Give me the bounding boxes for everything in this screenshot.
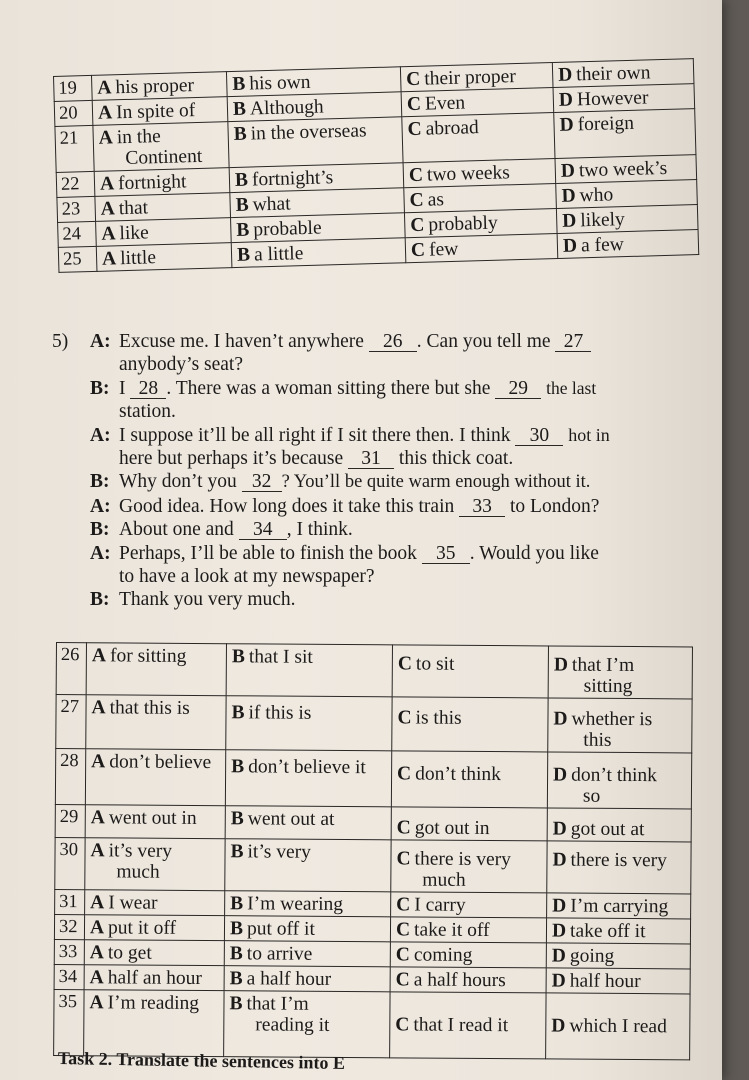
answer-blank[interactable]: 32 — [242, 472, 282, 492]
question-number: 32 — [54, 914, 84, 939]
option-a: A to get — [84, 940, 224, 966]
option-c: C their proper — [400, 63, 553, 92]
answer-blank[interactable]: 30 — [515, 426, 563, 446]
dialog-line: anybody’s seat? — [119, 354, 244, 376]
answer-blank[interactable]: 29 — [495, 379, 541, 399]
option-b: B a little — [231, 238, 406, 268]
option-a: A In spite of — [92, 97, 228, 126]
options-table-19-25 — [53, 58, 699, 273]
option-d: D got out at — [547, 808, 691, 842]
speaker-label: B: — [90, 377, 110, 399]
question-number: 28 — [55, 749, 85, 805]
option-c: C that I read it — [390, 992, 546, 1059]
option-b: B put off it — [224, 916, 390, 942]
option-b: B it’s very — [225, 839, 391, 892]
dialog-line: A: I suppose it’ll be all right if I sit there then. I think 30 hot in — [90, 424, 610, 446]
option-b: B went out at — [225, 806, 391, 840]
answer-blank[interactable]: 34 — [239, 520, 287, 540]
option-a: A put it off — [84, 915, 224, 941]
option-a: A in the Continent — [93, 122, 229, 172]
question-number: 21 — [55, 125, 94, 172]
option-d: D going — [546, 943, 690, 969]
option-c: C there is very much — [391, 840, 547, 893]
option-d: D there is very — [547, 841, 691, 894]
option-b: B what — [230, 188, 405, 218]
answer-blank[interactable]: 31 — [348, 449, 394, 469]
question-number: 30 — [55, 837, 85, 889]
option-b: B to arrive — [224, 941, 390, 967]
option-a: A that — [95, 193, 231, 222]
option-d: D their own — [552, 59, 694, 88]
speaker-label: A: — [90, 331, 111, 352]
option-c: C two weeks — [403, 159, 556, 188]
option-d: D foreign — [554, 109, 696, 159]
option-a: A that this is — [86, 695, 226, 750]
option-c: C abroad — [402, 113, 555, 163]
option-b: B if this is — [226, 696, 392, 751]
option-d: D who — [556, 180, 698, 209]
option-c: C Even — [401, 88, 554, 117]
option-d: D which I read — [546, 993, 690, 1060]
option-a: A for sitting — [86, 643, 226, 696]
options-table-26-35 — [53, 642, 693, 1060]
question-number: 25 — [58, 246, 97, 272]
option-a: A half an hour — [84, 965, 224, 991]
option-b: B Although — [227, 92, 402, 122]
dialog-line: B: Thank you very much. — [90, 589, 296, 611]
table-row — [55, 804, 691, 841]
option-c: C coming — [390, 942, 546, 968]
option-d: D However — [553, 84, 695, 113]
question-number: 35 — [54, 989, 84, 1055]
option-a: A it’s very much — [85, 838, 225, 891]
option-a: A don’t believe — [85, 749, 225, 806]
option-d: D half hour — [546, 968, 690, 994]
option-d: D don’t think so — [547, 752, 691, 809]
question-number: 29 — [55, 804, 85, 837]
question-number: 22 — [56, 171, 95, 197]
answer-blank[interactable]: 33 — [459, 497, 505, 517]
option-a: A I’m reading — [84, 990, 224, 1057]
answer-blank[interactable]: 27 — [555, 332, 591, 352]
option-c: C a half hours — [390, 967, 546, 993]
question-number: 26 — [56, 643, 86, 695]
task-heading: Task 2. Translate the sentences into E — [57, 1048, 346, 1074]
speaker-label: A: — [90, 495, 111, 517]
table-row — [55, 837, 691, 893]
option-a: A his proper — [91, 72, 227, 101]
option-c: C don’t think — [391, 751, 547, 808]
dialog-exercise-5 — [52, 330, 702, 612]
option-a: A went out in — [85, 805, 225, 839]
option-d: D that I’m sitting — [548, 646, 692, 699]
option-a: A fortnight — [94, 168, 230, 197]
option-b: B I’m wearing — [225, 891, 391, 917]
question-number: 23 — [57, 196, 96, 222]
option-b: B a half hour — [224, 966, 390, 992]
option-a: A little — [96, 243, 232, 272]
option-d: D take off it — [546, 918, 690, 944]
option-c: C to sit — [392, 645, 548, 698]
option-d: D whether is this — [548, 698, 692, 753]
dialog-line: 5) A: Excuse me. I haven’t anywhere 26 . Can you tell me 27 — [52, 330, 702, 353]
table-row — [56, 695, 692, 753]
option-d: D likely — [556, 205, 698, 234]
dialog-line: B: Why don’t you 32 ? You’ll be quite warm enough without it. — [90, 471, 591, 493]
question-number: 27 — [56, 695, 86, 749]
dialog-line: B: About one and 34 , I think. — [90, 519, 353, 541]
dialog-line: to have a look at my newspaper? — [119, 566, 375, 588]
dialog-line: A: Good idea. How long does it take this train 33 to London? — [90, 495, 600, 517]
table-row — [55, 749, 691, 809]
option-b: B his own — [226, 67, 401, 97]
answer-blank[interactable]: 26 — [369, 332, 417, 352]
option-d: D I’m carrying — [547, 893, 691, 919]
option-b: B in the overseas — [228, 117, 403, 168]
dialog-line: station. — [119, 401, 176, 423]
dialog-line: here but perhaps it’s because 31 this thick coat. — [119, 448, 514, 470]
speaker-label: B: — [90, 471, 110, 493]
dialog-line: B: I 28 . There was a woman sitting there but she 29 the last — [90, 377, 597, 399]
option-b: B fortnight’s — [229, 163, 404, 193]
answer-blank[interactable]: 28 — [130, 379, 166, 399]
option-d: D two week’s — [555, 155, 697, 184]
question-number: 24 — [58, 221, 97, 247]
question-number: 19 — [54, 75, 93, 101]
question-number: 33 — [54, 939, 84, 964]
speaker-label: A: — [90, 424, 111, 446]
table-row — [56, 643, 692, 699]
option-c: C got out in — [391, 807, 547, 841]
option-b: B that I sit — [226, 644, 392, 697]
question-number: 34 — [54, 964, 84, 989]
option-b: B probable — [231, 213, 406, 243]
option-a: A like — [96, 218, 232, 247]
option-b: B that I’m reading it — [224, 991, 390, 1058]
option-c: C I carry — [391, 892, 547, 918]
question-number: 31 — [55, 889, 85, 914]
option-c: C few — [405, 233, 558, 262]
answer-blank[interactable]: 35 — [422, 544, 470, 564]
speaker-label: B: — [90, 589, 110, 611]
option-c: C as — [404, 184, 557, 213]
option-c: C is this — [392, 697, 548, 752]
option-c: C probably — [404, 208, 557, 237]
speaker-label: A: — [90, 542, 111, 564]
dialog-line: A: Perhaps, I’ll be able to finish the book 35 . Would you like — [90, 542, 599, 564]
exercise-number: 5) — [52, 331, 69, 352]
option-a: A I wear — [85, 890, 225, 916]
option-d: D a few — [557, 230, 699, 259]
option-b: B don’t believe it — [225, 750, 391, 807]
question-number: 20 — [54, 100, 93, 126]
speaker-label: B: — [90, 519, 110, 541]
option-c: C take it off — [390, 917, 546, 943]
